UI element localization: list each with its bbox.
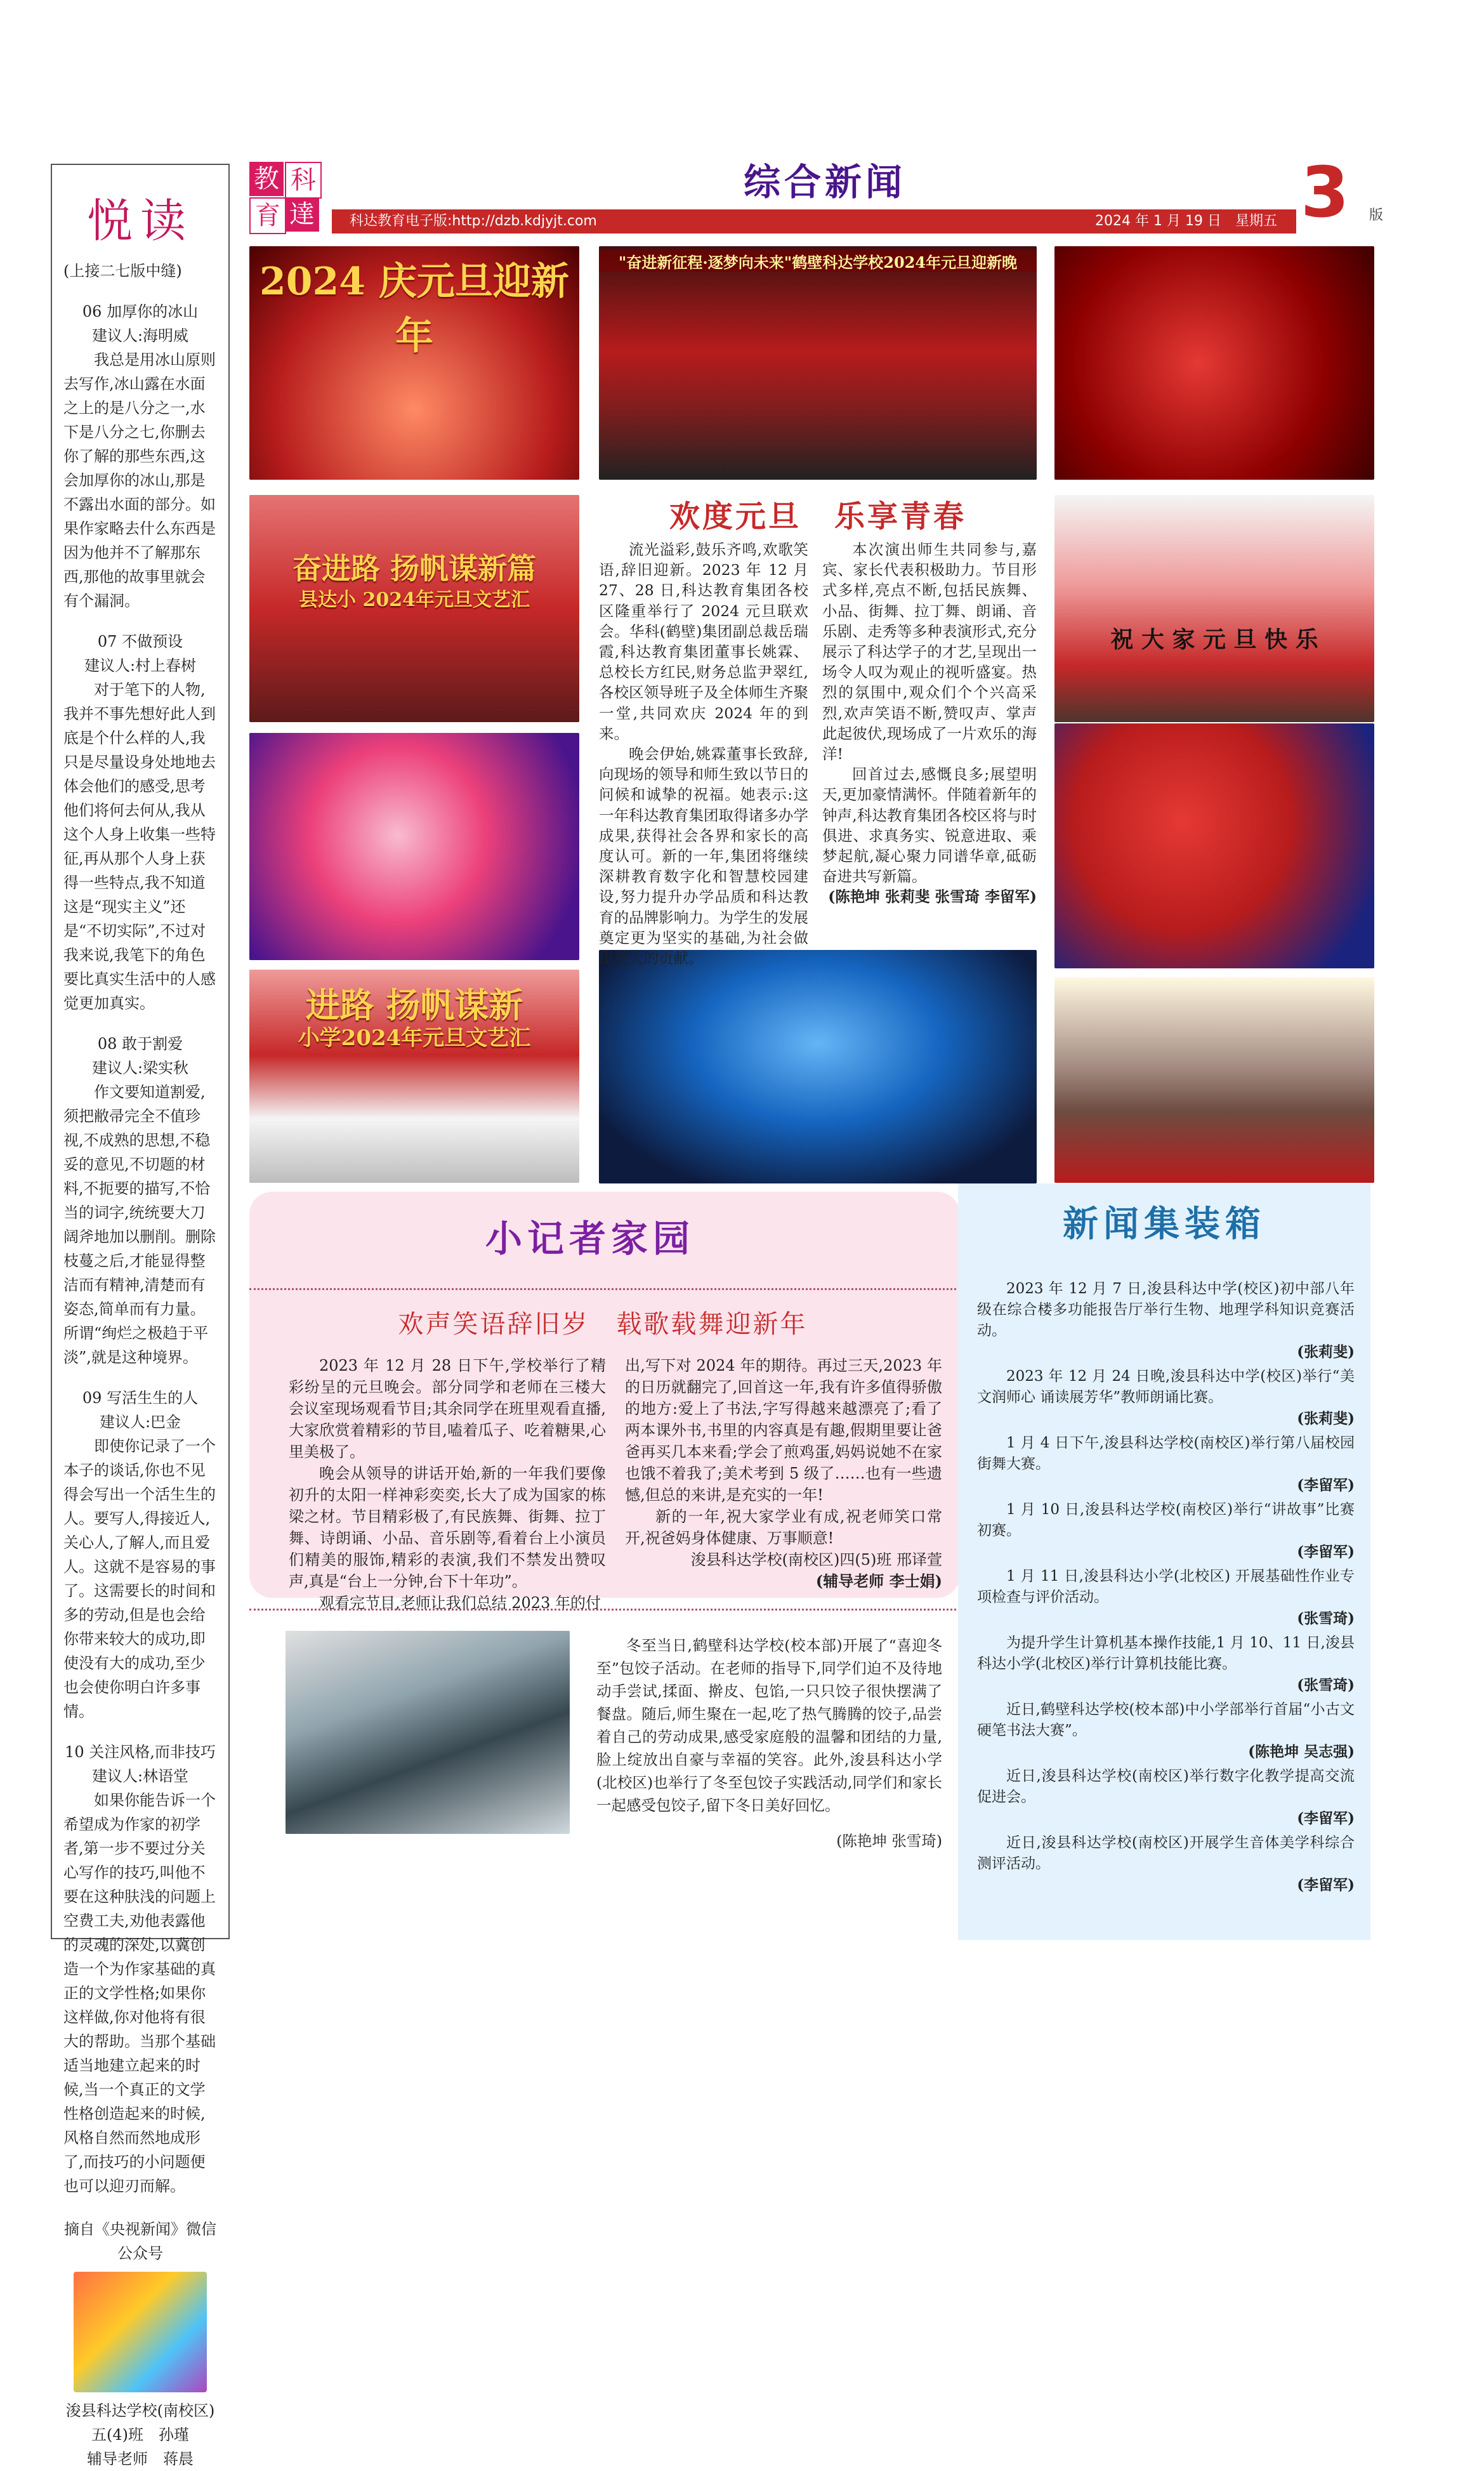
- kid-article-byline: 浚县科达学校(南校区)四(5)班 邢译萱: [690, 1551, 942, 1569]
- tip-title: 08 敢于割爱: [97, 1035, 183, 1053]
- logo-char: 達: [285, 197, 319, 232]
- photo-recital-stage: [249, 495, 579, 722]
- source-note: 摘自《央视新闻》微信公众号: [64, 2220, 216, 2262]
- news-item-text: 为提升学生计算机基本操作技能,1 月 10、11 日,浚县科达小学(北校区)举行计算机技能比赛。: [977, 1635, 1355, 1672]
- photo-caption: 进路 扬帆谋新: [305, 985, 523, 1025]
- logo-char: 科: [285, 162, 322, 199]
- photo-singers-guitar: [599, 950, 1037, 1183]
- edition-link[interactable]: 科达教育电子版:http://dzb.kdjyjt.com: [350, 213, 597, 229]
- news-item-author: (张雪琦): [1297, 1677, 1355, 1694]
- news-list: [977, 1279, 1355, 1899]
- tip-advisor: 建议人:林语堂: [91, 1767, 189, 1785]
- dumpling-author: (陈艳坤 张雪琦): [836, 1832, 942, 1850]
- tip-advisor: 建议人:海明威: [91, 327, 189, 345]
- tip-item: [63, 1386, 217, 1723]
- main-article-paragraph: 晚会伊始,姚霖董事长致辞,向现场的领导和师生致以节日的问候和诚挚的祝福。她表示:这一年科达教育集团取得诸多办学成果,获得社会各界和家长的高度认可。新的一年,集团将继续深耕教育数字化和智慧校园建设,努力提升办学品质和科达教育的品牌影响力。为学生的发展奠定更为坚实的基础,为社会做出更大的贡献。: [599, 745, 808, 968]
- tip-item: [63, 629, 217, 1015]
- news-item: [977, 1699, 1355, 1762]
- page-number: 3: [1301, 152, 1349, 233]
- kid-article-col1: [289, 1355, 606, 1614]
- news-item-author: (李留军): [1297, 1876, 1355, 1894]
- news-item-text: 1 月 4 日下午,浚县科达学校(南校区)举行第八届校园街舞大赛。: [977, 1435, 1355, 1472]
- news-item: [977, 1633, 1355, 1696]
- student-drawing: [74, 2272, 207, 2392]
- photo-subcaption: 县达小 2024年元旦文艺汇: [299, 589, 530, 611]
- tip-title: 10 关注风格,而非技巧: [65, 1743, 216, 1761]
- photo-new-year-signs: [1054, 495, 1374, 722]
- photo-pink-dance: [249, 733, 579, 960]
- left-column-heading: 悦读: [86, 194, 194, 247]
- main-article-col2: [822, 539, 1037, 907]
- tip-body: 即使你记录了一个本子的谈话,你也不见得会写出一个活生生的人。要写人,得接近人,关心人,了解人,而且爱人。这就不是容易的事了。这需要长的时间和多的劳动,但是也会给你带来较大的成功,即使没有大的成功,至少也会使你明白许多事情。: [63, 1437, 216, 1720]
- section-title: 综合新闻: [743, 161, 906, 204]
- drawing-credit-class: 五(4)班 孙瑾: [91, 2426, 189, 2444]
- news-item-author: (陈艳坤 吴志强): [1248, 1743, 1355, 1760]
- main-article-title: 欢度元旦 乐享青春: [669, 499, 966, 534]
- kid-article-paragraph: 2023 年 12 月 28 日下午,学校举行了精彩纷呈的元旦晚会。部分同学和老师在三楼大会议室现场观看节目;其余同学在班里观看直播,大家欣赏着精彩的节目,嗑着瓜子、吃着糖果,心里美极了。: [289, 1357, 606, 1461]
- tip-item: [63, 300, 217, 613]
- newspaper-logo: [249, 162, 319, 233]
- tip-body: 如果你能告诉一个希望成为作家的初学者,第一步不要过分关心写作的技巧,叫他不要在这种肤浅的问题上空费工夫,劝他表露他的灵魂的深处,以冀创造一个为作家基础的真正的文学性格;如果你这样做,你对他将有很大的帮助。当那个基础适当地建立起来的时候,当一个真正的文学性格创造起来的时候,风格自然而然地成形了,而技巧的小问题便也可以迎刃而解。: [63, 1791, 216, 2195]
- news-box-title: 新闻集装箱: [1063, 1203, 1266, 1245]
- news-item-author: (张雪琦): [1297, 1610, 1355, 1627]
- left-reading-column: [51, 164, 230, 2468]
- kid-article-paragraph: 出,写下对 2024 年的期待。再过三天,2023 年的日历就翻完了,回首这一年,我有许多值得骄傲的地方:爱上了书法,字写得越来越漂亮了;看了两本课外书,书里的内容真是有趣,假期里要让爸爸再买几本来看;学会了煎鸡蛋,妈妈说她不在家也饿不着我了;美术考到 5 级了……也有一些遗憾,但总的来讲,是充实的一年!: [625, 1357, 942, 1504]
- writing-tips-list: [63, 300, 217, 2198]
- dotted-divider: [249, 1609, 960, 1611]
- photo-caption: 奋进路 扬帆谋新篇: [292, 551, 536, 586]
- news-item: [977, 1279, 1355, 1362]
- photo-sketch-performance: [1054, 977, 1374, 1183]
- tip-body: 作文要知道割爱,须把敝帚完全不值珍视,不成熟的思想,不稳妥的意见,不切题的材料,不扼要的描写,不恰当的词字,统统要大刀阔斧地加以删削。删除枝蔓之后,才能显得整洁而有精神,清楚而有姿态,简单而有力量。所谓“绚烂之极趋于平淡”,就是这种境界。: [63, 1083, 216, 1366]
- dumpling-paragraph: 冬至当日,鹤壁科达学校(校本部)开展了“喜迎冬至”包饺子活动。在老师的指导下,同学们迫不及待地动手尝试,揉面、擀皮、包馅,一只只饺子很快摆满了餐盘。随后,师生聚在一起,吃了热气腾腾的饺子,品尝着自己的劳动成果,感受家庭般的温馨和团结的力量,脸上绽放出自豪与幸福的笑容。此外,浚县科达小学(北校区)也举行了冬至包饺子实践活动,同学们和家长一起感受包饺子,留下冬日美好回忆。: [596, 1637, 942, 1814]
- photo-subcaption: 小学2024年元旦文艺汇: [298, 1025, 531, 1051]
- logo-char: 育: [249, 197, 286, 234]
- dotted-divider: [249, 1288, 960, 1290]
- news-item-author: (张莉斐): [1297, 1410, 1355, 1427]
- news-item: [977, 1366, 1355, 1429]
- news-item: [977, 1766, 1355, 1829]
- news-item-author: (李留军): [1297, 1810, 1355, 1827]
- page-suffix: 版: [1369, 208, 1384, 223]
- continued-note: (上接二七版中缝): [63, 262, 182, 280]
- news-item: [977, 1833, 1355, 1895]
- photo-reading-class: [249, 970, 579, 1183]
- news-item-text: 1 月 11 日,浚县科达小学(北校区) 开展基础性作业专项检查与评价活动。: [977, 1568, 1355, 1605]
- kid-article-paragraph: 新的一年,祝大家学业有成,祝老师笑口常开,祝爸妈身体健康、万事顺意!: [625, 1508, 942, 1547]
- main-article-paragraph: 本次演出师生共同参与,嘉宾、家长代表积极助力。节目形式多样,亮点不断,包括民族舞、小品、街舞、拉丁舞、朗诵、音乐剧、走秀等多种表演形式,充分展示了科达学子的才艺,呈现出一场令人叹为观止的视听盛宴。热烈的氛围中,观众们个个兴高采烈,欢声笑语不断,赞叹声、掌声此起彼伏,现场成了一片欢乐的海洋!: [822, 541, 1037, 763]
- edition-bar: [332, 209, 1296, 234]
- kid-reporter-article-title: 欢声笑语辞旧岁 载歌载舞迎新年: [398, 1310, 808, 1339]
- photo-new-year-dance: [249, 246, 579, 480]
- news-item-author: (李留军): [1297, 1477, 1355, 1494]
- kid-reporter-title: 小记者家园: [485, 1217, 695, 1260]
- issue-date: 2024 年 1 月 19 日 星期五: [1095, 213, 1277, 229]
- main-article-author: (陈艳坤 张莉斐 张雪琦 李留军): [828, 888, 1037, 906]
- photo-face-changing-opera: [1054, 723, 1374, 968]
- kid-article-col2: [625, 1355, 942, 1592]
- news-item: [977, 1499, 1355, 1562]
- logo-char: 教: [249, 162, 284, 196]
- news-item-text: 1 月 10 日,浚县科达学校(南校区)举行“讲故事”比赛初赛。: [977, 1501, 1355, 1539]
- photo-caption: 祝 大 家 元 旦 快 乐: [1110, 626, 1318, 653]
- tip-item: [63, 1740, 217, 2198]
- news-item-text: 近日,浚县科达学校(南校区)举行数字化教学提高交流促进会。: [977, 1768, 1355, 1805]
- kid-article-paragraph: 晚会从领导的讲话开始,新的一年我们要像初升的太阳一样神彩奕奕,长大了成为国家的栋梁之材。节目精彩极了,有民族舞、街舞、拉丁舞、诗朗诵、小品、音乐剧等,看着台上小演员们精美的服饰,精彩的表演,我们不禁发出赞叹声,真是“台上一分钟,台下十年功”。: [289, 1465, 606, 1590]
- tip-body: 我总是用冰山原则去写作,冰山露在水面之上的是八分之一,水下是八分之七,你删去你了解的那些东西,这会加厚你的冰山,那是不露出水面的部分。如果作家略去什么东西是因为他并不了解那东西,那他的故事里就会有个漏洞。: [63, 351, 216, 610]
- main-article-paragraph: 回首过去,感慨良多;展望明天,更加豪情满怀。伴随着新年的钟声,科达教育集团各校区将与时俱进、求真务实、锐意进取、乘梦起航,凝心聚力同谱华章,砥砺奋进共写新篇。: [822, 765, 1037, 886]
- tip-body: 对于笔下的人物,我并不事先想好此人到底是个什么样的人,我只是尽量设身处地地去体会他们的感受,思考他们将何去何从,我从这个人身上收集一些特征,再从那个人身上获得一些特点,我不知道这是“现实主义”还是“不切实际”,不过对我来说,我笔下的角色要比真实生活中的人感觉更加真实。: [63, 681, 216, 1012]
- photo-caption: 2024 庆元旦迎新年: [259, 260, 569, 359]
- drawing-credit-teacher: 辅导老师 蒋晨: [87, 2450, 194, 2468]
- photo-dumpling-making: [286, 1631, 570, 1834]
- tip-title: 07 不做预设: [97, 633, 183, 650]
- main-article-col1: [599, 539, 808, 968]
- photo-caption: "奋进新征程·逐梦向未来"鹤壁科达学校2024年元旦迎新晚: [599, 250, 1037, 272]
- news-item-text: 近日,鹤壁科达学校(校本部)中小学部举行首届“小古文硬笔书法大赛”。: [977, 1701, 1355, 1739]
- kid-article-teacher: (辅导老师 李士娟): [815, 1572, 942, 1590]
- photo-stage-group: [599, 246, 1037, 480]
- news-item-author: (张莉斐): [1297, 1343, 1355, 1361]
- photo-girl-red-costume: [1054, 246, 1374, 480]
- tip-advisor: 建议人:梁实秋: [91, 1059, 189, 1077]
- news-item-text: 2023 年 12 月 24 日晚,浚县科达中学(校区)举行“美文润师心 诵读展芳华”教师朗诵比赛。: [977, 1368, 1355, 1406]
- news-item-text: 2023 年 12 月 7 日,浚县科达中学(校区)初中部八年级在综合楼多功能报告厅举行生物、地理学科知识竞赛活动。: [977, 1281, 1355, 1339]
- drawing-credit-school: 浚县科达学校(南校区): [65, 2402, 215, 2420]
- news-item-author: (李留军): [1297, 1543, 1355, 1560]
- dumpling-article: [596, 1634, 942, 1852]
- tip-title: 09 写活生生的人: [82, 1389, 199, 1407]
- tip-advisor: 建议人:巴金: [99, 1413, 181, 1431]
- main-article-paragraph: 流光溢彩,鼓乐齐鸣,欢歌笑语,辞旧迎新。2023 年 12 月 27、28 日,科达教育集团各校区隆重举行了 2024 元旦联欢会。华科(鹤壁)集团副总裁岳瑞霞,科达教育集团董事长姚霖、总校长方红民,财务总监尹翠红,各校区领导班子及全体师生齐聚一堂,共同欢庆 2024 年的到来。: [599, 541, 808, 742]
- kid-article-paragraph: 观看完节目,老师让我们总结 2023 年的付: [319, 1594, 601, 1612]
- tip-advisor: 建议人:村上春树: [84, 657, 197, 675]
- news-item: [977, 1566, 1355, 1629]
- tip-item: [63, 1032, 217, 1369]
- news-item-text: 近日,浚县科达学校(南校区)开展学生音体美学科综合测评活动。: [977, 1835, 1355, 1872]
- tip-title: 06 加厚你的冰山: [82, 303, 199, 320]
- news-item: [977, 1433, 1355, 1496]
